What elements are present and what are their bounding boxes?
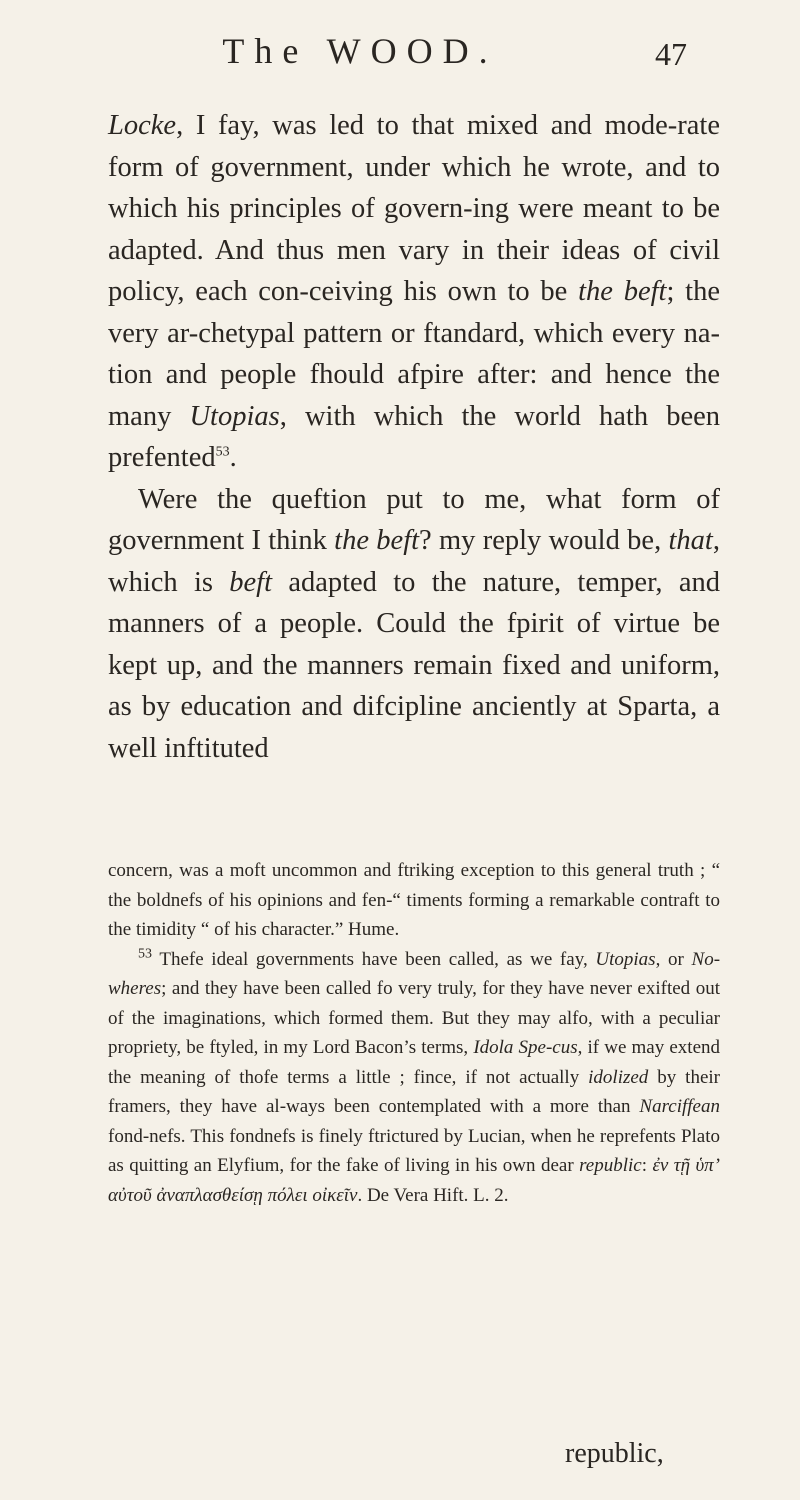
text-span: republic [579,1155,642,1176]
footnotes [108,856,720,1210]
text-span: Were the queftion put to me, what form of government I think [108,483,720,556]
greek-quote: ἐν τῇ ὑπ’ αὐτοῦ ἀναπλασθείσῃ πόλει οἰκεῖν [108,1155,721,1206]
text-span: : [641,1155,653,1176]
paragraph-1 [108,105,720,479]
main-text [108,105,720,769]
page-header [0,30,800,90]
text-span: Thefe ideal governments have been called, as we fay, [152,948,596,970]
running-title: The WOOD. [222,31,498,71]
footnote-marker: 53 [215,444,230,460]
text-span: Idola Spe-cus [473,1037,578,1058]
text-span: idolized [588,1066,649,1088]
text-span: Utopias [189,400,280,432]
text-span: the beft [578,276,667,307]
text-span: , I fay, was led to that mixed and mode-rate form of government, under which he wrote, and to which his principles of govern-ing were meant to be adapted. And thus men vary in their ideas of civil policy, each con-ceiving his own to be [108,110,720,307]
page-number: 47 [655,36,687,72]
footnote-53 [108,945,720,1211]
text-span: ; and they have been called fo very truly, for they have never exifted out of the imaginations, which formed them. But they may alfo, with a peculiar propriety, be ftyled, in my Lord Bacon’s terms, [108,978,720,1058]
text-span: ? my reply would be, [419,525,669,556]
text-span: . [229,442,237,473]
footnote-continued: concern, was a moft uncommon and ftriking exception to this general truth ; “ the boldnefs of his opinions and fen-“ timents forming a remarkable contraft to the timidity “ of his character.” Hume. [108,860,720,940]
text-span: ; the very ar-chetypal pattern or ftandard, which every na-tion and people fhould afpire after: and hence the many [108,276,720,432]
text-span: . De Vera Hift. L. 2. [357,1184,509,1206]
text-span: , which is [108,525,720,598]
text-span: Locke [108,110,177,141]
catchword: republic, [565,1438,664,1469]
text-span: adapted to the nature, temper, and manners of a people. Could the fpirit of virtue be kept up, and the manners remain fixed and uniform, as by education and difcipline anciently at Sparta, a well inftituted [108,566,720,764]
text-span: , or [655,948,692,970]
text-span: that [668,525,713,556]
text-span: No-wheres [108,948,721,999]
paragraph-2 [108,479,720,770]
text-span: by their framers, they have al-ways been contemplated with a more than [108,1066,720,1117]
text-span: Narciffean [639,1096,720,1117]
text-span: , if we may extend the meaning of thofe terms a little ; fince, if not actually [108,1037,720,1088]
text-span: the beft [334,525,420,556]
text-span: beft [229,566,273,598]
text-span: fond-nefs. This fondnefs is finely ftrictured by Lucian, when he reprefents Plato as quitting an Elyfium, for the fake of living in his own dear [108,1125,720,1176]
text-span: Utopias [595,948,656,970]
footnote-number: 53 [138,946,152,962]
text-span: , with which the world hath been prefented [108,400,720,473]
